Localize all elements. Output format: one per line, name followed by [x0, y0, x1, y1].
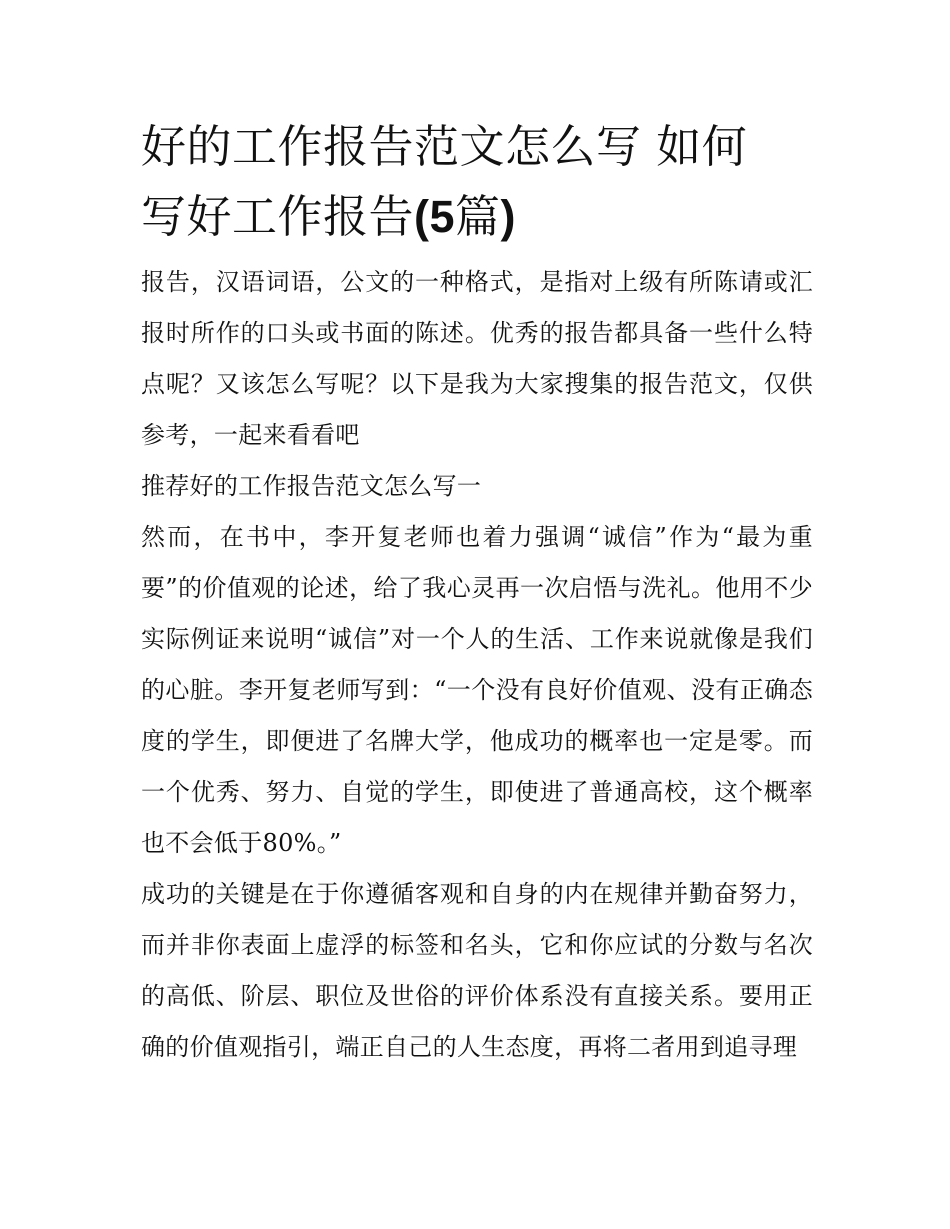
title-line-2-end: ) — [500, 191, 517, 242]
document-title — [141, 112, 813, 252]
title-line-1: 好的工作报告范文怎么写 如何 — [141, 120, 748, 173]
body-paragraph-1: 然而，在书中，李开复老师也着力强调“诚信”作为“最为重要”的价值观的论述，给了我心灵再一次启悟与洗礼。他用不少实际例证来说明“诚信”对一个人的生活、工作来说就像是我们的心脏。李开复老师写到：“一个没有良好价值观、没有正确态度的学生，即便进了名牌大学，他成功的概率也一定是零。而一个优秀、努力、自觉的学生，即使进了普通高校，这个概率也不会低于80%。” — [141, 523, 813, 857]
intro-paragraph: 报告，汉语词语，公文的一种格式，是指对上级有所陈请或汇报时所作的口头或书面的陈述。优秀的报告都具备一些什么特点呢？又该怎么写呢？以下是我为大家搜集的报告范文，仅供参考，一起来看看吧 — [141, 268, 813, 449]
title-line-2-mid: 篇 — [455, 190, 501, 243]
body-paragraph-2: 成功的关键是在于你遵循客观和自身的内在规律并勤奋努力，而并非你表面上虚浮的标签和名头，它和你应试的分数与名次的高低、阶层、职位及世俗的评价体系没有直接关系。要用正确的价值观指引，端正自己的人生态度，再将二者用到追寻理 — [141, 880, 813, 1061]
document-content — [141, 112, 813, 1073]
section-heading: 推荐好的工作报告范文怎么写一 — [141, 472, 482, 500]
title-line-2-bold: (5 — [414, 191, 456, 242]
title-line-2-start: 写好工作报告 — [141, 190, 415, 243]
